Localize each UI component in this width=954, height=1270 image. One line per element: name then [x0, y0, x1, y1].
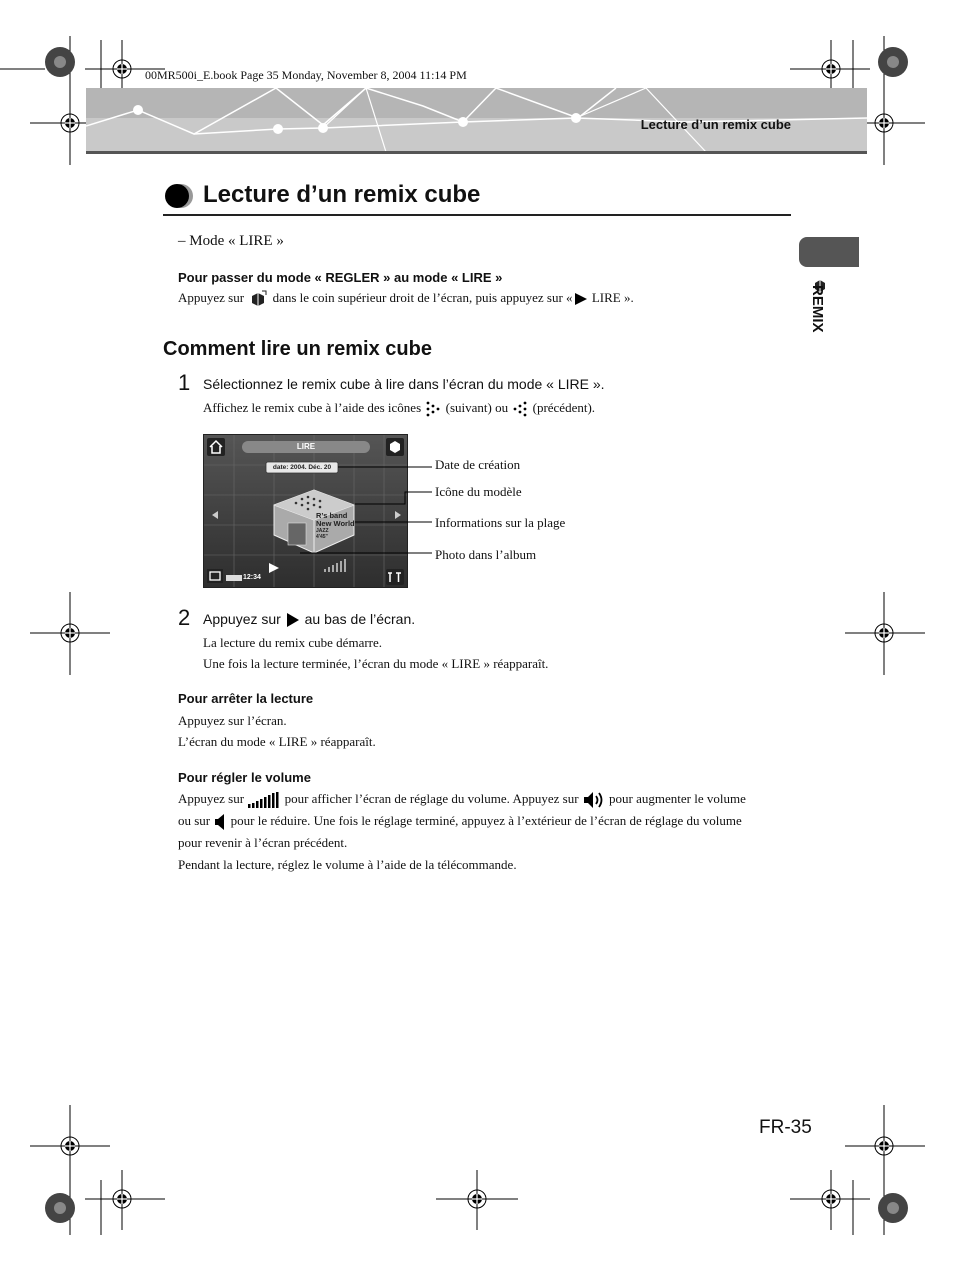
volume-line-1: Appuyez sur pour afficher l’écran de réglage du volume. Appuyez sur pour augmenter le volume — [178, 790, 746, 810]
volume-up-icon — [582, 790, 606, 810]
step-2-number: 2 — [178, 605, 191, 630]
play-icon — [285, 612, 301, 628]
page-number: FR-35 — [759, 1117, 812, 1138]
settings-icon[interactable] — [386, 569, 404, 585]
next-dots-icon — [424, 401, 442, 417]
banner-rule — [86, 151, 867, 154]
chapter-tab — [799, 237, 859, 267]
play-icon — [573, 292, 589, 306]
stop-line-1: Appuyez sur l’écran. — [178, 713, 287, 728]
callout-lines — [300, 455, 440, 565]
volume-line-4: Pendant la lecture, réglez le volume à l’aide de la télécommande. — [178, 857, 517, 872]
cube-mode-icon[interactable] — [386, 438, 404, 456]
callout-album-photo: Photo dans l’album — [435, 547, 537, 562]
switch-mode-text: Appuyez sur dans le coin supérieur droit de l’écran, puis appuyez sur « LIRE ». — [178, 290, 634, 308]
screen-date: date: 2004. Déc. 20 — [272, 464, 332, 471]
running-header: Lecture d’un remix cube — [640, 117, 791, 132]
callout-track-info: Informations sur la plage — [435, 515, 566, 530]
step-1-text: Sélectionnez le remix cube à lire dans l’écran du mode « LIRE ». — [203, 376, 605, 392]
volume-heading: Pour régler le volume — [178, 770, 311, 785]
stop-heading: Pour arrêter la lecture — [178, 691, 314, 706]
home-icon[interactable] — [207, 438, 225, 456]
volume-down-icon — [213, 813, 227, 831]
volume-line-3: pour revenir à l’écran précédent. — [178, 835, 348, 850]
screen-track-info: R’s band New World JAZZ 4'45" — [316, 511, 355, 540]
callout-model-icon: Icône du modèle — [435, 484, 522, 499]
prev-dots-icon — [511, 401, 529, 417]
page-title: Lecture d’un remix cube — [203, 181, 481, 208]
step-2-line-2: Une fois la lecture terminée, l’écran du mode « LIRE » réapparaît. — [203, 656, 549, 671]
step-2-text: Appuyez sur au bas de l’écran. — [203, 611, 416, 627]
album-icon[interactable] — [207, 569, 223, 583]
cube-model-icon — [247, 290, 269, 308]
volume-bars-icon — [247, 791, 281, 809]
switch-mode-heading: Pour passer du mode « REGLER » au mode « LIRE » — [178, 270, 503, 285]
file-info-line: 00MR500i_E.book Page 35 Monday, November 8, 2004 11:14 PM — [145, 68, 467, 82]
stop-line-2: L’écran du mode « LIRE » réapparaît. — [178, 734, 376, 749]
step-1-subtext: Affichez le remix cube à l’aide des icônes (suivant) ou (précédent). — [203, 400, 595, 417]
volume-line-2: ou sur pour le réduire. Une fois le réglage terminé, appuyez à l’extérieur de l’écran de réglage du volume — [178, 813, 742, 831]
chapter-side-label: REMIX — [809, 285, 826, 333]
screen-clock: 12:34 — [243, 574, 261, 581]
mode-line: – Mode « LIRE » — [178, 233, 284, 249]
callout-date: Date de création — [435, 457, 521, 472]
step-1-number: 1 — [178, 370, 191, 395]
screen-mode-label: LIRE — [296, 442, 316, 451]
title-rule — [163, 214, 791, 216]
title-bullet-icon — [163, 182, 197, 210]
section-title: Comment lire un remix cube — [163, 338, 432, 360]
step-2-line-1: La lecture du remix cube démarre. — [203, 635, 383, 650]
